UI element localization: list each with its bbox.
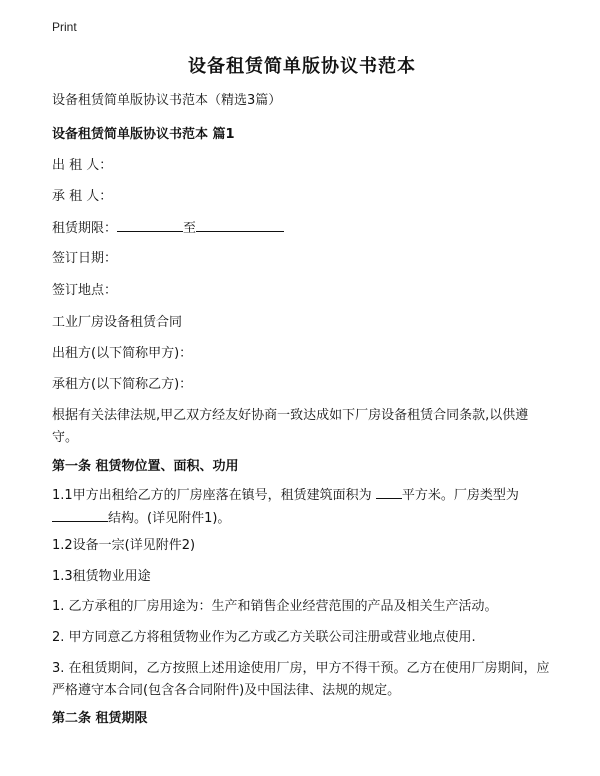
article1-clause-1-2: 1.2设备一宗(详见附件2) (52, 538, 196, 553)
lessor-field: 出 租 人： (52, 158, 113, 173)
structure-blank (52, 507, 108, 522)
term-field (52, 217, 284, 240)
area-blank (376, 484, 402, 499)
subtitle: 设备租赁简单版协议书范本（精选3篇） (52, 93, 282, 108)
clause-1-1-text-c: 结构。(详见附件1)。 (108, 511, 231, 526)
term-start-blank (117, 217, 183, 232)
preamble-paragraph: 根据有关法律法规,甲乙双方经友好协商一致达成如下厂房设备租赁合同条款,以供遵守。 (52, 408, 529, 445)
term-label: 租赁期限： (52, 221, 118, 236)
section-heading: 设备租赁简单版协议书范本 篇1 (52, 127, 235, 142)
party-a: 出租方(以下简称甲方)： (52, 346, 193, 361)
article1-heading: 第一条 租赁物位置、面积、功用 (52, 459, 239, 474)
article1-clause-1-1 (52, 484, 552, 530)
article2-heading: 第二条 租赁期限 (52, 711, 148, 726)
party-b: 承租方(以下简称乙方)： (52, 377, 193, 392)
article1-item-2: 2. 甲方同意乙方将租赁物业作为乙方或乙方关联公司注册或营业地点使用. (52, 630, 476, 645)
sign-date-field: 签订日期： (52, 251, 118, 266)
article1-item-1: 1. 乙方承租的厂房用途为：生产和销售企业经营范围的产品及相关生产活动。 (52, 599, 498, 614)
term-to-label: 至 (183, 221, 197, 236)
lessee-field: 承 租 人： (52, 189, 113, 204)
sign-place-field: 签订地点： (52, 283, 118, 298)
term-end-blank (196, 217, 284, 232)
article1-clause-1-3: 1.3租赁物业用途 (52, 569, 151, 584)
contract-name: 工业厂房设备租赁合同 (52, 315, 183, 330)
article1-item-3: 3. 在租赁期间，乙方按照上述用途使用厂房，甲方不得干预。乙方在使用厂房期间，应严格遵守本合同(包含各合同附件)及中国法律、法规的规定。 (52, 661, 550, 698)
print-link[interactable]: Print (52, 20, 77, 34)
page-title: 设备租赁简单版协议书范本 (188, 56, 416, 77)
clause-1-1-text-b: 平方米。厂房类型为 (401, 488, 519, 503)
clause-1-1-text-a: 1.1甲方出租给乙方的厂房座落在镇号，租赁建筑面积为 (52, 488, 372, 503)
